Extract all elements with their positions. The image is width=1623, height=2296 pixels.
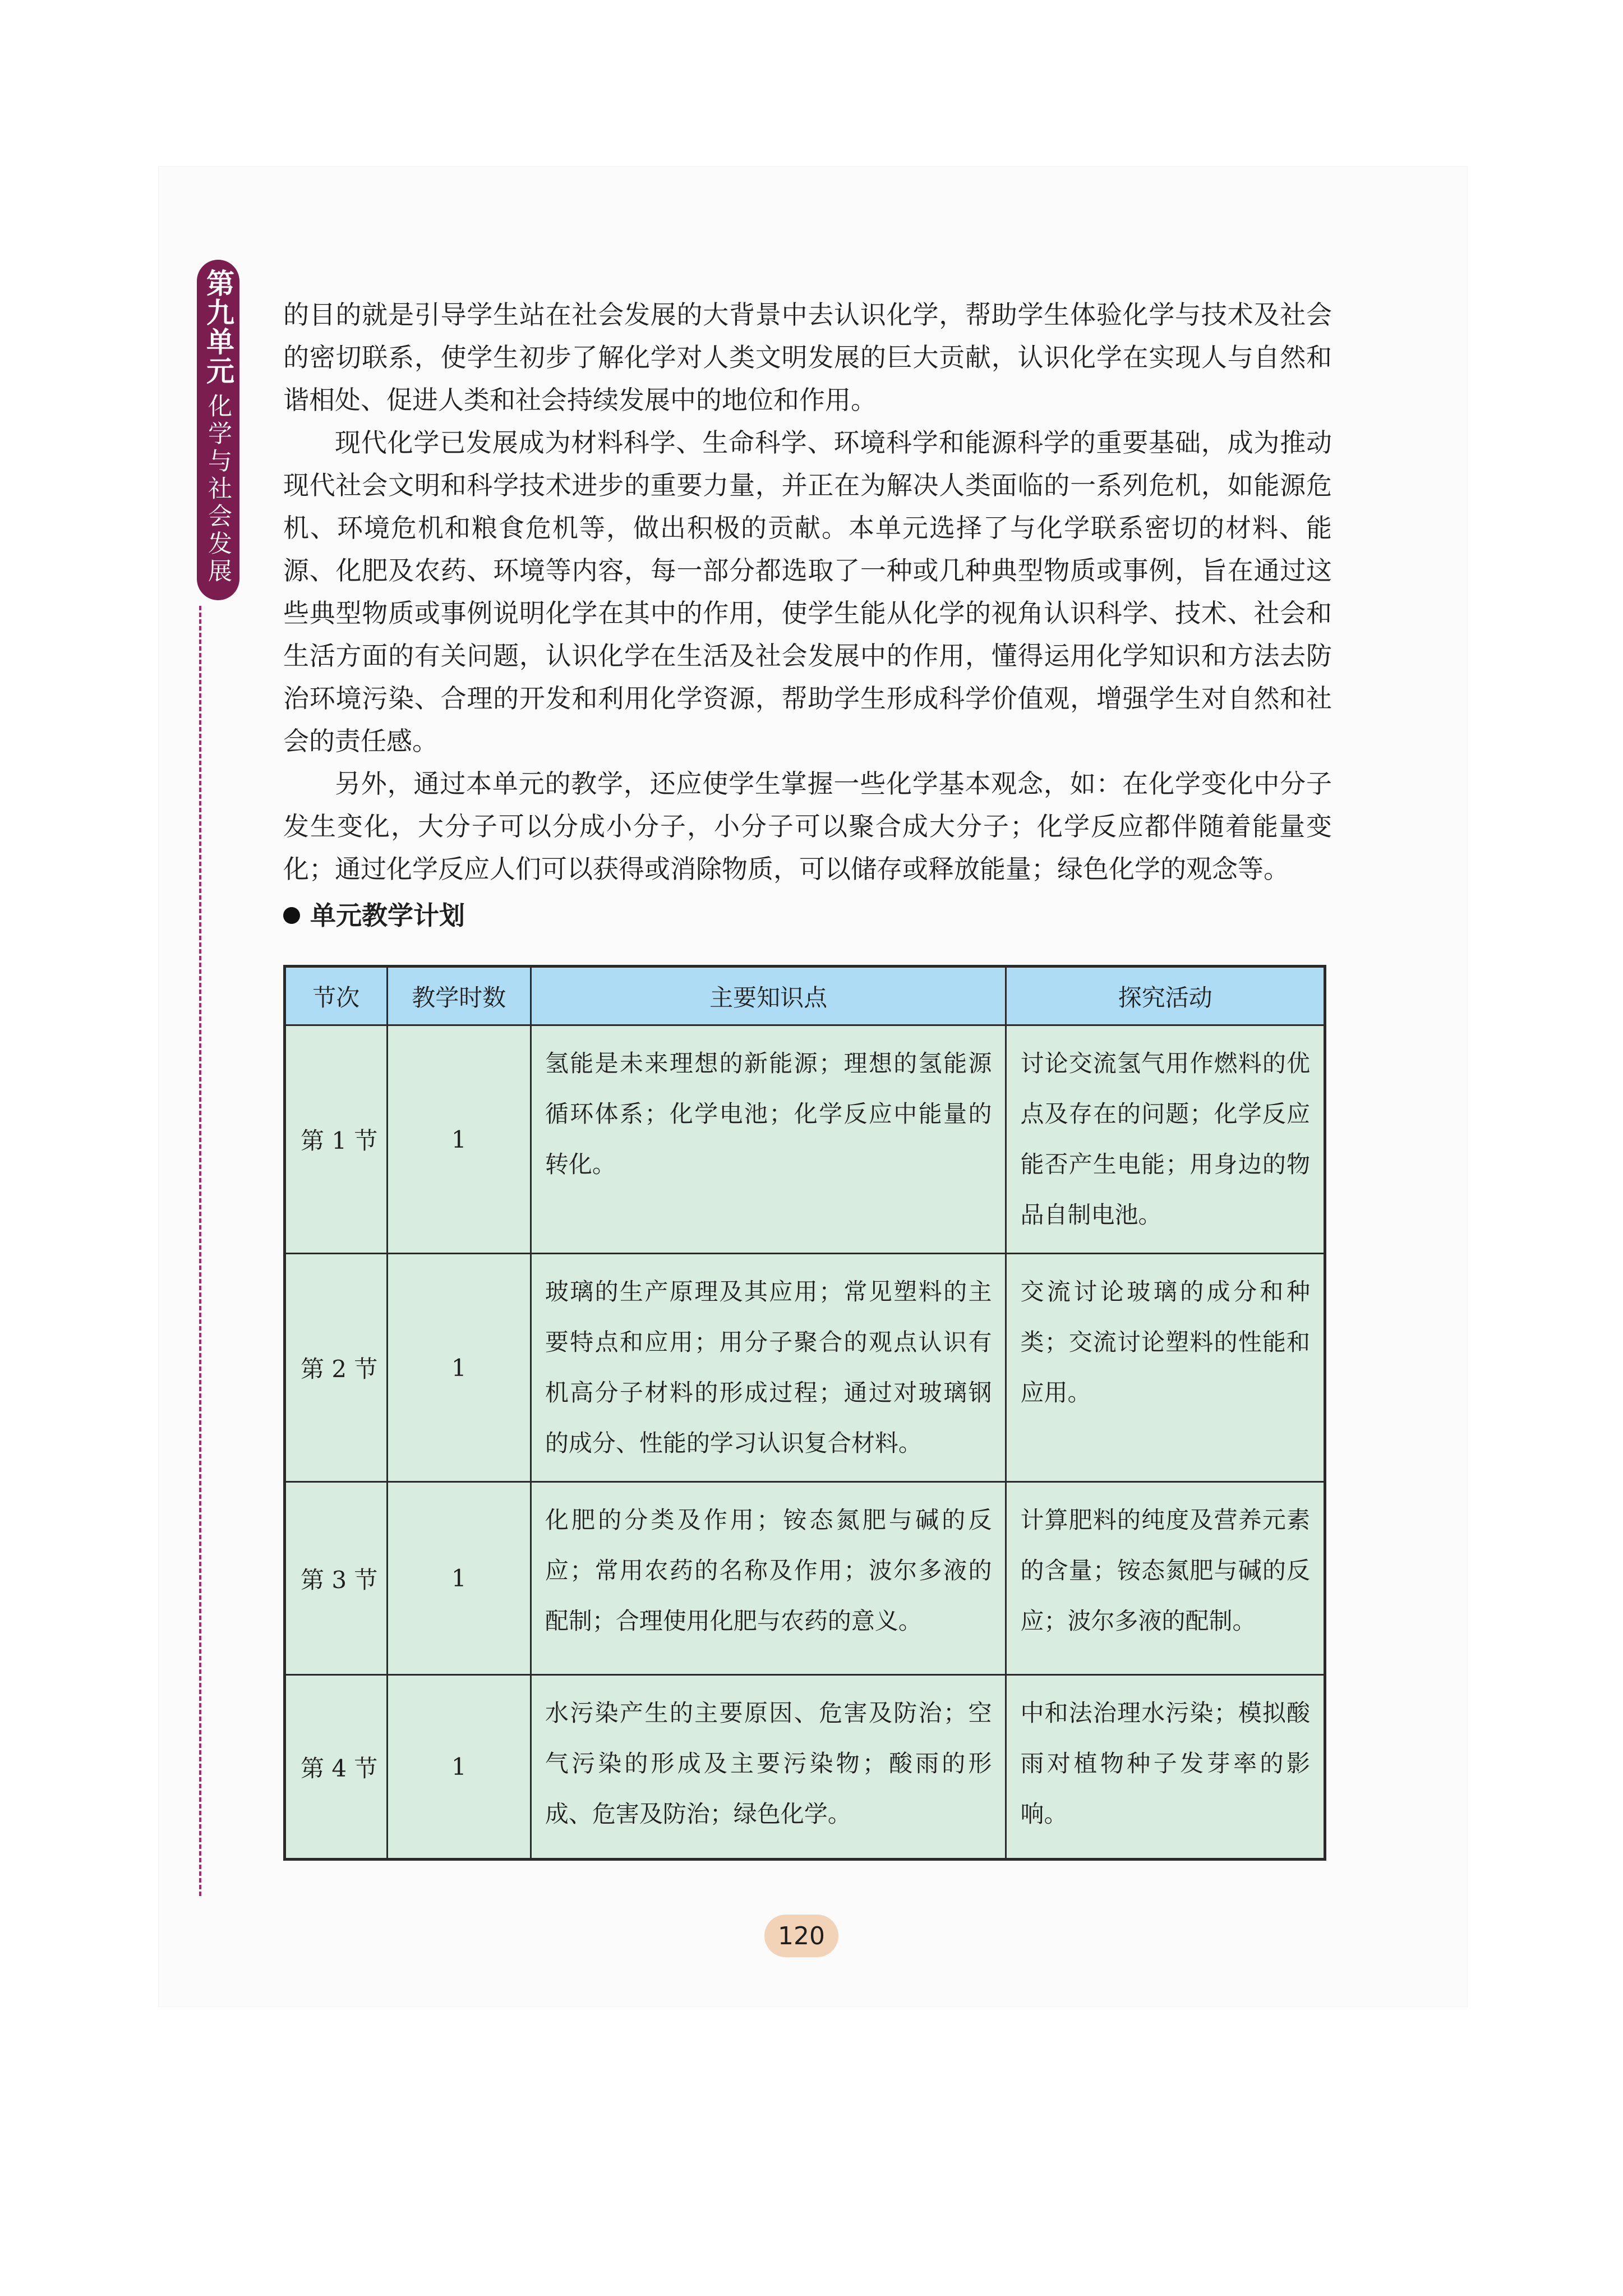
header-knowledge: 主要知识点 xyxy=(531,967,1006,1025)
table-row xyxy=(285,1254,1325,1482)
cell-activity: 计算肥料的纯度及营养元素的含量；铵态氮肥与碱的反应；波尔多液的配制。 xyxy=(1006,1482,1325,1675)
paragraph-1: 的目的就是引导学生站在社会发展的大背景中去认识化学，帮助学生体验化学与技术及社会的密切联系，使学生初步了解化学对人类文明发展的巨大贡献，认识化学在实现人与自然和谐相处、促进人类和社会持续发展中的地位和作用。 xyxy=(283,300,1332,415)
cell-hours: 1 xyxy=(387,1254,531,1482)
table-row xyxy=(285,1675,1325,1860)
section-heading xyxy=(283,896,465,935)
cell-activity: 中和法治理水污染；模拟酸雨对植物种子发芽率的影响。 xyxy=(1006,1675,1325,1860)
cell-hours: 1 xyxy=(387,1675,531,1860)
header-hours: 教学时数 xyxy=(387,967,531,1025)
cell-activity: 讨论交流氢气用作燃料的优点及存在的问题；化学反应能否产生电能；用身边的物品自制电池。 xyxy=(1006,1025,1325,1254)
cell-section: 第 2 节 xyxy=(285,1254,388,1482)
cell-knowledge: 化肥的分类及作用；铵态氮肥与碱的反应；常用农药的名称及作用；波尔多液的配制；合理使用化肥与农药的意义。 xyxy=(531,1482,1006,1675)
unit-number: 第九单元 xyxy=(202,269,235,385)
cell-knowledge: 玻璃的生产原理及其应用；常见塑料的主要特点和应用；用分子聚合的观点认识有机高分子材料的形成过程；通过对玻璃钢的成分、性能的学习认识复合材料。 xyxy=(531,1254,1006,1482)
unit-tab xyxy=(197,260,239,600)
body-text xyxy=(283,293,1332,890)
section-heading-text: 单元教学计划 xyxy=(310,900,465,931)
cell-hours: 1 xyxy=(387,1482,531,1675)
unit-title: 化学与社会发展 xyxy=(204,393,232,586)
table-row xyxy=(285,1025,1325,1254)
teaching-plan-table xyxy=(283,965,1326,1861)
cell-activity: 交流讨论玻璃的成分和种类；交流讨论塑料的性能和应用。 xyxy=(1006,1254,1325,1482)
cell-hours: 1 xyxy=(387,1025,531,1254)
table-row xyxy=(285,1482,1325,1675)
page-number: 120 xyxy=(764,1915,838,1957)
bullet-icon xyxy=(283,907,300,924)
cell-section: 第 1 节 xyxy=(285,1025,388,1254)
cell-knowledge: 氢能是未来理想的新能源；理想的氢能源循环体系；化学电池；化学反应中能量的转化。 xyxy=(531,1025,1006,1254)
paragraph-3: 另外，通过本单元的教学，还应使学生掌握一些化学基本观念，如：在化学变化中分子发生变化，大分子可以分成小分子，小分子可以聚合成大分子；化学反应都伴随着能量变化；通过化学反应人们可以获得或消除物质，可以储存或释放能量；绿色化学的观念等。 xyxy=(283,769,1332,884)
cell-section: 第 4 节 xyxy=(285,1675,388,1860)
cell-knowledge: 水污染产生的主要原因、危害及防治；空气污染的形成及主要污染物；酸雨的形成、危害及防治；绿色化学。 xyxy=(531,1675,1006,1860)
header-section: 节次 xyxy=(285,967,388,1025)
margin-dashed-line xyxy=(199,606,201,1896)
paragraph-2: 现代化学已发展成为材料科学、生命科学、环境科学和能源科学的重要基础，成为推动现代社会文明和科学技术进步的重要力量，并正在为解决人类面临的一系列危机，如能源危机、环境危机和粮食危机等，做出积极的贡献。本单元选择了与化学联系密切的材料、能源、化肥及农药、环境等内容，每一部分都选取了一种或几种典型物质或事例，旨在通过这些典型物质或事例说明化学在其中的作用，使学生能从化学的视角认识科学、技术、社会和生活方面的有关问题，认识化学在生活及社会发展中的作用，懂得运用化学知识和方法去防治环境污染、合理的开发和利用化学资源，帮助学生形成科学价值观，增强学生对自然和社会的责任感。 xyxy=(283,427,1332,756)
header-activity: 探究活动 xyxy=(1006,967,1325,1025)
cell-section: 第 3 节 xyxy=(285,1482,388,1675)
table-header-row xyxy=(285,967,1325,1025)
